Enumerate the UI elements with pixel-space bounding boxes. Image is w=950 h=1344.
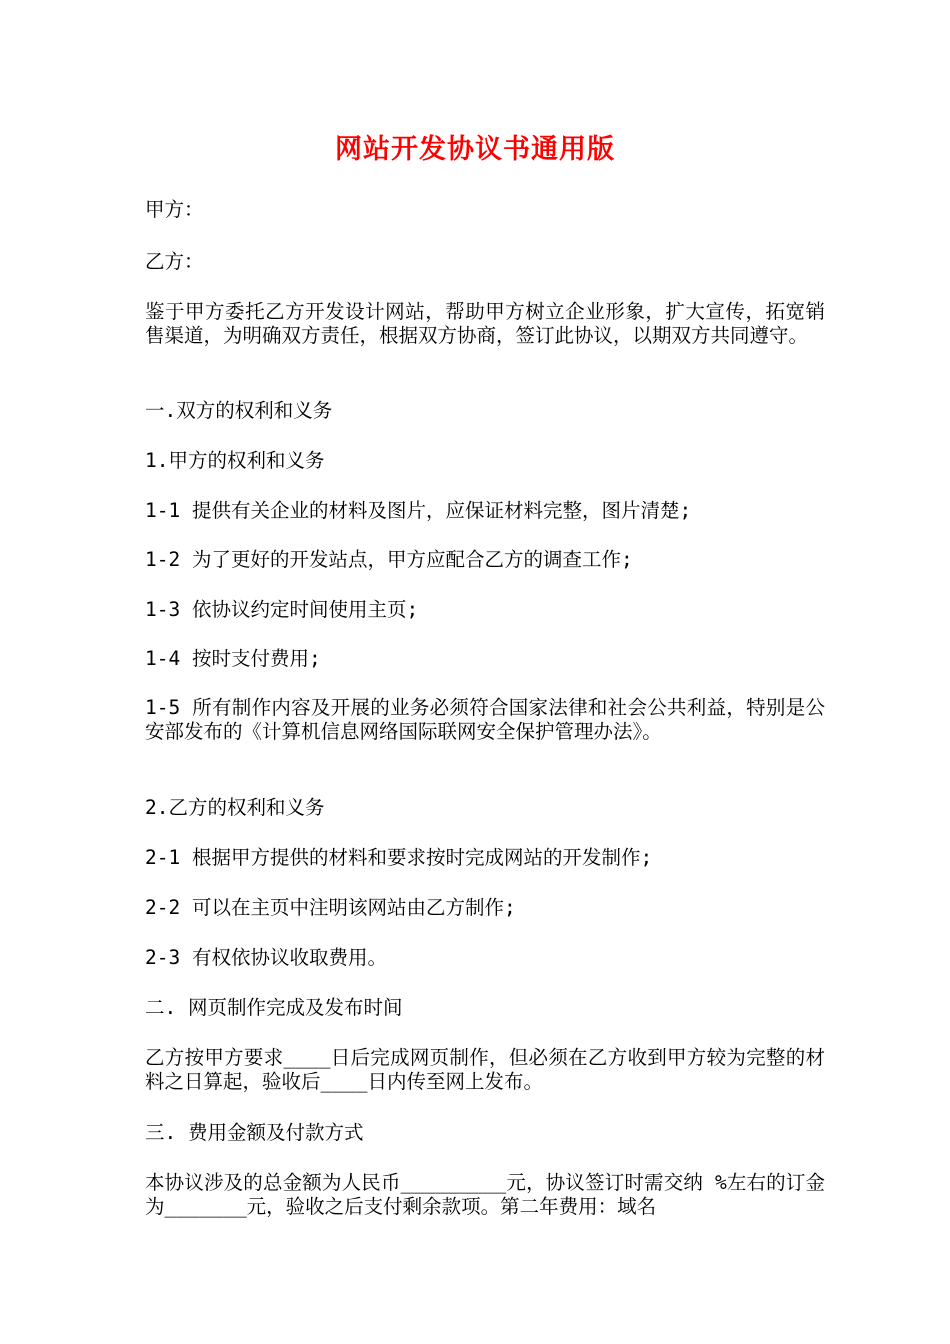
clause-1-4: 1-4 按时支付费用;	[145, 647, 321, 670]
section-heading-2: 二. 网页制作完成及发布时间	[145, 996, 403, 1019]
subsection-heading-1: 1.甲方的权利和义务	[145, 449, 325, 472]
preamble-paragraph: 鉴于甲方委托乙方开发设计网站，帮助甲方树立企业形象，扩大宣传，拓宽销售渠道，为明确双方责任，根据双方协商，签订此协议，以期双方共同遵守。	[145, 300, 825, 347]
document-title: 网站开发协议书通用版	[335, 134, 615, 165]
clause-2-1: 2-1 根据甲方提供的材料和要求按时完成网站的开发制作;	[145, 846, 653, 869]
party-a-line: 甲方：	[145, 198, 204, 221]
schedule-paragraph: 乙方按甲方要求____日后完成网页制作，但必须在乙方收到甲方较为完整的材料之日算起，验收后____日内传至网上发布。	[145, 1046, 825, 1093]
payment-paragraph: 本协议涉及的总金额为人民币_________元，协议签订时需交纳 %左右的订金为_______元，验收之后支付剩余款项。第二年费用：域名	[145, 1171, 825, 1218]
clause-1-3: 1-3 依协议约定时间使用主页;	[145, 598, 419, 621]
section-heading-1: 一.双方的权利和义务	[145, 399, 333, 422]
clause-2-3: 2-3 有权依协议收取费用。	[145, 946, 387, 969]
clause-1-1: 1-1 提供有关企业的材料及图片，应保证材料完整，图片清楚;	[145, 499, 692, 522]
section-heading-3: 三. 费用金额及付款方式	[145, 1121, 364, 1144]
clause-1-5: 1-5 所有制作内容及开展的业务必须符合国家法律和社会公共利益，特别是公安部发布的《计算机信息网络国际联网安全保护管理办法》。	[145, 696, 825, 743]
clause-1-2: 1-2 为了更好的开发站点，甲方应配合乙方的调查工作;	[145, 548, 633, 571]
party-b-line: 乙方：	[145, 250, 204, 273]
clause-2-2: 2-2 可以在主页中注明该网站由乙方制作;	[145, 896, 516, 919]
subsection-heading-2: 2.乙方的权利和义务	[145, 796, 325, 819]
